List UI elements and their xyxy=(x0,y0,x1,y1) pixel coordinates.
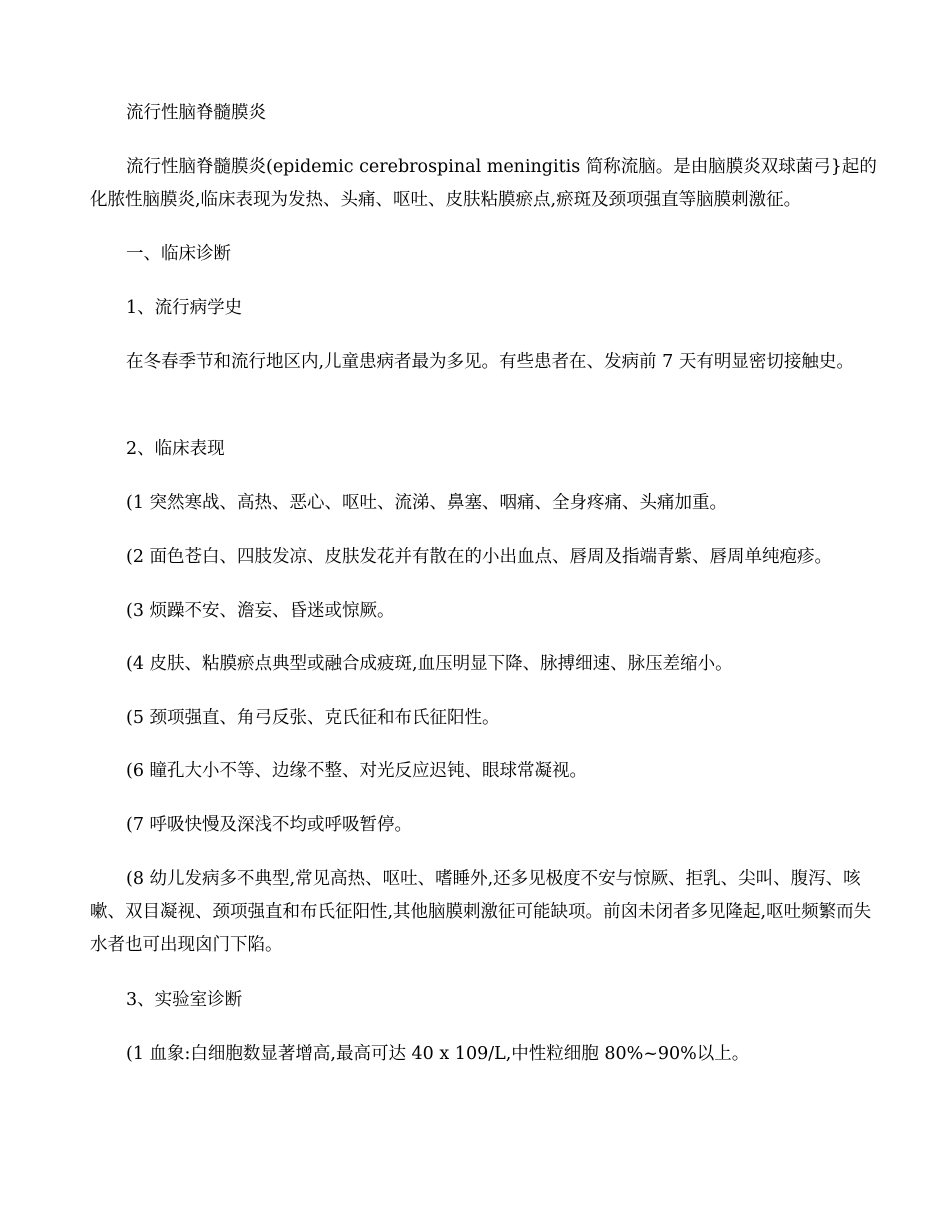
epidemiology-paragraph: 在冬春季节和流行地区内,儿童患病者最为多见。有些患者在、发病前 7 天有明显密切接触史。 xyxy=(126,352,854,372)
section-heading-clinical-diagnosis: 一、临床诊断 xyxy=(126,244,231,264)
clinical-item: (5 颈项强直、角弓反张、克氏征和布氏征阳性。 xyxy=(126,708,500,728)
clinical-item: (8 幼儿发病多不典型,常见高热、呕吐、嗜睡外,还多见极度不安与惊厥、拒乳、尖叫、腹泻、咳嗽、双目凝视、颈项强直和布氏征阳性,其他脑膜刺激征可能缺项。前囟未闭者多见隆起,呕吐频繁而失水者也可出现囟门下陷。 xyxy=(90,869,872,955)
intro-paragraph: 流行性脑脊髓膜炎(epidemic cerebrospinal meningitis 简称流脑。是由脑膜炎双球菌弓}起的化脓性脑膜炎,临床表现为发热、头痛、呕吐、皮肤粘膜瘀点,瘀斑及颈项强直等脑膜刺激征。 xyxy=(90,157,877,210)
clinical-item: (1 突然寒战、高热、恶心、呕吐、流涕、鼻塞、咽痛、全身疼痛、头痛加重。 xyxy=(126,493,728,513)
clinical-item: (4 皮肤、粘膜瘀点典型或融合成疲斑,血压明显下降、脉搏细速、脉压差缩小。 xyxy=(126,654,733,674)
subheading-lab-diagnosis: 3、实验室诊断 xyxy=(126,990,243,1010)
clinical-item: (7 呼吸快慢及深浅不均或呼吸暂停。 xyxy=(126,815,413,835)
clinical-item: (3 烦躁不安、澹妄、昏迷或惊厥。 xyxy=(126,601,395,621)
lab-item: (1 血象:白细胞数显著增高,最高可达 40 x 109/L,中性粒细胞 80%~90%以上。 xyxy=(126,1044,750,1064)
subheading-epidemiology: 1、流行病学史 xyxy=(126,298,243,318)
clinical-item: (6 瞳孔大小不等、边缘不整、对光反应迟钝、眼球常凝视。 xyxy=(126,761,588,781)
subheading-clinical-manifestations: 2、临床表现 xyxy=(126,439,225,459)
clinical-item: (2 面色苍白、四肢发凉、皮肤发花并有散在的小出血点、唇周及指端青紫、唇周单纯疱疹。 xyxy=(126,547,833,567)
document-title: 流行性脑脊髓膜炎 xyxy=(126,103,266,123)
